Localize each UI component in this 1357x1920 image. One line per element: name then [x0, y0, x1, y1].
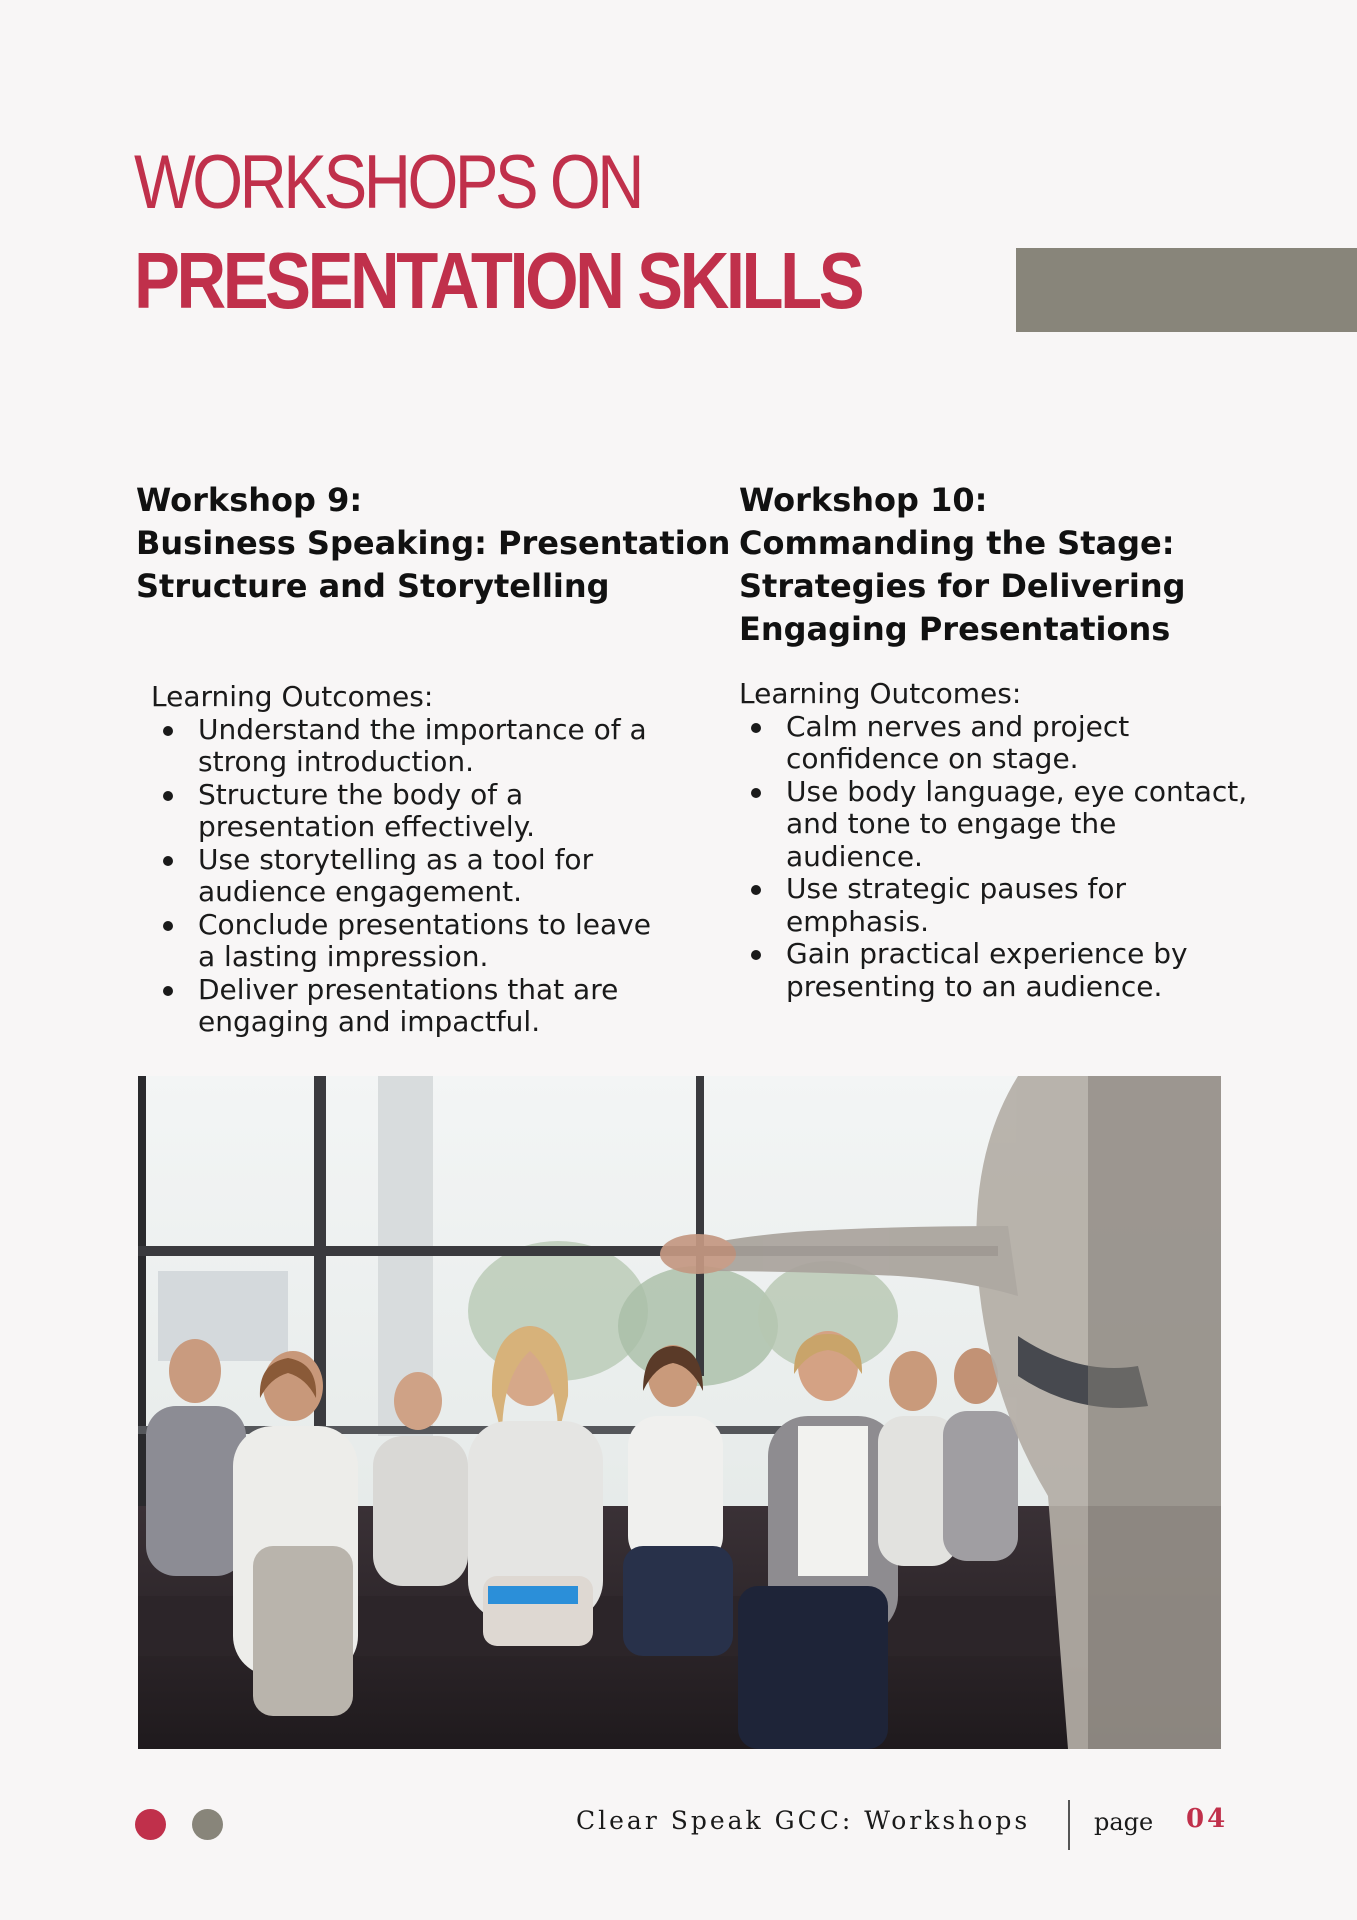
list-item-text: Gain practical experience by [786, 937, 1188, 970]
workshop-9-outcomes [151, 681, 651, 1039]
footer-page-label: page [1094, 1808, 1154, 1836]
bullet-icon [163, 856, 173, 866]
outcomes-list [739, 711, 1247, 1004]
workshop-10-heading-line: Engaging Presentations [739, 610, 1171, 648]
workshop-10-heading-line: Strategies for Delivering [739, 567, 1186, 605]
list-item-text: a lasting impression. [198, 940, 489, 973]
workshop-9-heading [136, 479, 730, 608]
workshop-10-outcomes [739, 678, 1247, 1003]
list-item-text: presentation effectively. [198, 810, 536, 843]
list-item-text: confidence on stage. [786, 742, 1079, 775]
gray-dot-icon [192, 1809, 223, 1840]
list-item-text: audience. [786, 839, 923, 873]
workshop-9-heading-line: Workshop 9: [136, 481, 363, 519]
workshop-9-heading-line: Structure and Storytelling [136, 567, 610, 605]
list-item [739, 776, 1247, 874]
list-item-text: audience engagement. [198, 875, 522, 908]
accent-bar [1016, 248, 1357, 332]
list-item-text: presenting to an audience. [786, 969, 1163, 1003]
list-item-text: Calm nerves and project [786, 709, 1130, 743]
list-item [739, 711, 1247, 776]
list-item-text: Understand the importance of a [198, 712, 647, 746]
footer-divider [1068, 1800, 1070, 1850]
list-item-text: Use body language, eye contact, [786, 774, 1248, 808]
list-item-text: Conclude presentations to leave [198, 907, 651, 941]
workshop-audience-photo [138, 1076, 1221, 1749]
list-item-text: Use strategic pauses for [786, 872, 1126, 905]
list-item-text: strong introduction. [198, 745, 474, 778]
list-item-text: Deliver presentations that are [198, 972, 619, 1006]
list-item-text: emphasis. [786, 904, 930, 938]
bullet-icon [163, 726, 173, 736]
page-title-line1: WORKSHOPS ON [134, 140, 642, 225]
footer-title: Clear Speak GCC: Workshops [576, 1806, 1031, 1835]
bullet-icon [751, 950, 761, 960]
bullet-icon [163, 791, 173, 801]
footer-page-number: 04 [1186, 1804, 1229, 1834]
list-item [151, 974, 651, 1039]
bullet-icon [163, 921, 173, 931]
bullet-icon [751, 788, 761, 798]
list-item-text: Use storytelling as a tool for [198, 842, 594, 876]
page-title-line2: PRESENTATION SKILLS [134, 236, 862, 325]
list-item [739, 938, 1247, 1003]
workshop-10-heading-line: Workshop 10: [739, 481, 988, 519]
workshop-9-heading-line: Business Speaking: Presentation [136, 524, 731, 562]
learning-outcomes-label: Learning Outcomes: [151, 680, 434, 713]
list-item [151, 909, 651, 974]
list-item-text: and tone to engage the [786, 807, 1117, 840]
learning-outcomes-label: Learning Outcomes: [739, 677, 1022, 710]
workshop-10-heading [739, 479, 1186, 651]
red-dot-icon [135, 1809, 166, 1840]
list-item [151, 844, 651, 909]
bullet-icon [163, 986, 173, 996]
bullet-icon [751, 885, 761, 895]
list-item-text: Structure the body of a [198, 777, 524, 811]
list-item [151, 779, 651, 844]
workshop-10-heading-line: Commanding the Stage: [739, 524, 1175, 562]
bullet-icon [751, 723, 761, 733]
photo-illustration [138, 1076, 1221, 1749]
outcomes-list [151, 714, 651, 1039]
list-item [739, 873, 1247, 938]
list-item-text: engaging and impactful. [198, 1005, 541, 1038]
list-item [151, 714, 651, 779]
